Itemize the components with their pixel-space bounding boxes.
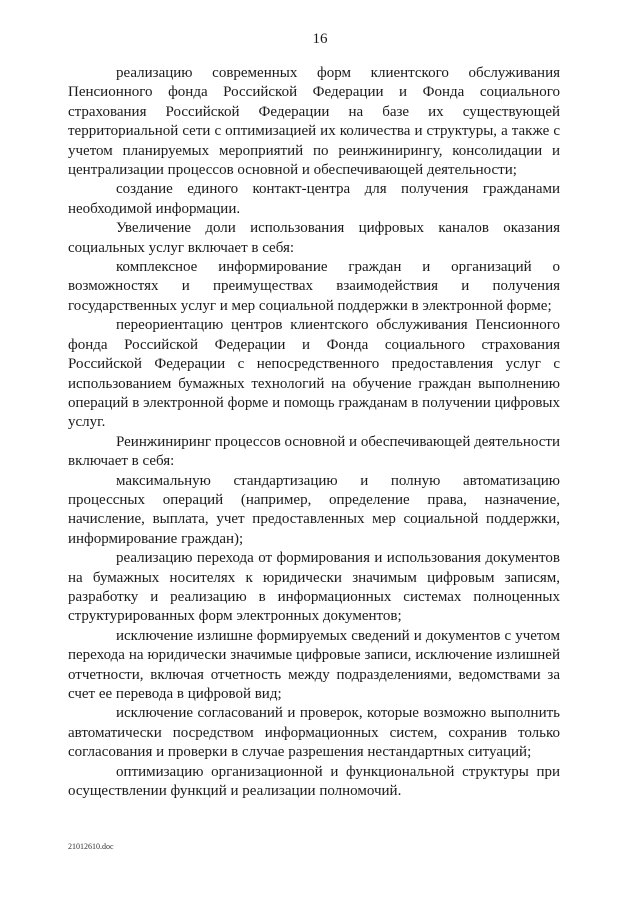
document-file-code: 21012610.doc [68,842,114,851]
paragraph: исключение согласований и проверок, которые возможно выполнить автоматически посредством информационных систем, сохранив только согласования и проверки в случае разрешения нестандартных ситуаций; [68,705,560,761]
paragraph: Увеличение доли использования цифровых каналов оказания социальных услуг включает в себя: [68,220,560,256]
paragraph: оптимизацию организационной и функциональной структуры при осуществлении функций и реализации полномочий. [68,763,560,800]
paragraph: переориентацию центров клиентского обслуживания Пенсионного фонда Российской Федерации и Фонда социального страхования Российской Федерации с непосредственного предоставления услуг с использованием бумажных технологий на обучение граждан выполнению операций в электронной форме и помощь гражданам в получении цифровых услуг. [68,317,560,431]
paragraph: исключение излишне формируемых сведений и документов с учетом перехода на юридически значимые цифровые записи, исключение излишней отчетности, включая отчетность между подразделениями, ведомствами за счет ее перевода в цифровой вид; [68,627,560,702]
paragraph: максимальную стандартизацию и полную автоматизацию процессных операций (например, определение права, назначение, начисление, выплата, учет предоставленных мер социальной поддержки, информирование граждан); [68,472,560,547]
paragraph: Реинжиниринг процессов основной и обеспечивающей деятельности включает в себя: [68,433,560,470]
paragraph: комплексное информирование граждан и организаций о возможностях и преимуществах взаимодействия и получения государственных услуг и мер социальной поддержки в электронной форме; [68,259,560,314]
document-body [68,64,560,801]
page-number: 16 [312,31,328,47]
paragraph: создание единого контакт-центра для получения гражданами необходимой информации. [68,181,560,217]
paragraph: реализацию современных форм клиентского обслуживания Пенсионного фонда Российской Федерации и Фонда социального страхования Российской Федерации на базе их существующей территориальной сети с оптимизацией их количества и структуры, а также с учетом планируемых мероприятий по реинжинирингу, консолидации и централизации процессов основной и обеспечивающей деятельности; [68,65,560,179]
paragraph: реализацию перехода от формирования и использования документов на бумажных носителях к юридически значимым цифровым записям, разработку и реализацию в информационных системах полноценных структурированных форм электронных документов; [68,550,560,625]
